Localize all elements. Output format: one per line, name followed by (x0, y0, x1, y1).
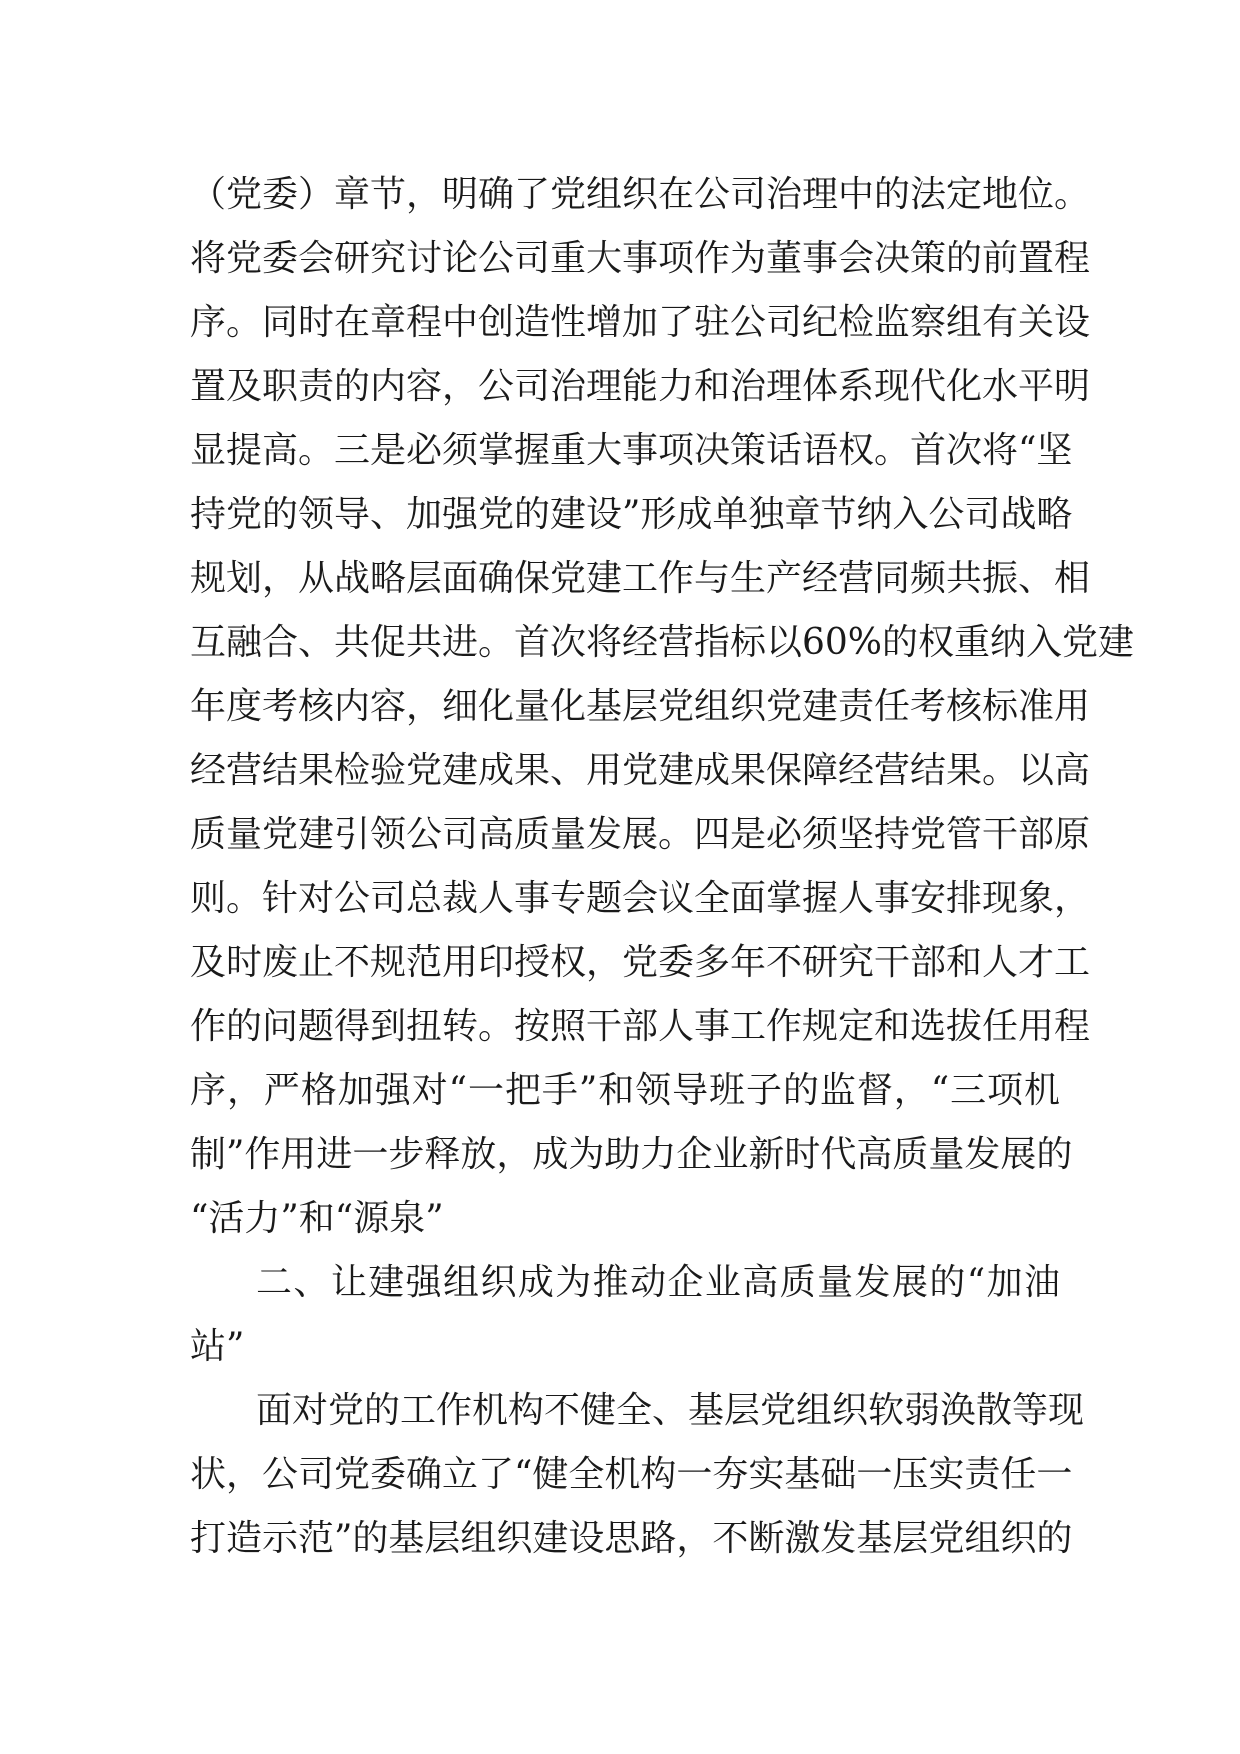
text-line: 年度考核内容，细化量化基层党组织党建责任考核标准用 (190, 686, 1091, 727)
text-line: 持党的领导、加强党的建设”形成单独章节纳入公司战略 (190, 494, 1073, 535)
text-line: （党委）章节，明确了党组织在公司治理中的法定地位。 (190, 174, 1091, 215)
text-line: 将党委会研究讨论公司重大事项作为董事会决策的前置程 (190, 238, 1091, 279)
text-line: 互融合、共促共进。首次将经营指标以60%的权重纳入党建 (190, 622, 1135, 663)
section-heading-line: 站” (190, 1326, 245, 1367)
text-line: 作的问题得到扭转。按照干部人事工作规定和选拔任用程 (190, 1006, 1091, 1047)
text-line: 面对党的工作机构不健全、基层党组织软弱涣散等现 (256, 1390, 1085, 1431)
text-line: 序。同时在章程中创造性增加了驻公司纪检监察组有关设 (190, 302, 1091, 343)
text-line: 质量党建引领公司高质量发展。四是必须坚持党管干部原 (190, 814, 1091, 855)
text-line: 则。针对公司总裁人事专题会议全面掌握人事安排现象， (190, 878, 1091, 919)
text-line: 序，严格加强对“一把手”和领导班子的监督，“三项机 (190, 1070, 1060, 1111)
text-line: 经营结果检验党建成果、用党建成果保障经营结果。以高 (190, 750, 1091, 791)
text-line: 状，公司党委确立了“健全机构一夯实基础一压实责任一 (190, 1454, 1073, 1495)
text-line: 规划，从战略层面确保党建工作与生产经营同频共振、相 (190, 558, 1091, 599)
text-line: 打造示范”的基层组织建设思路，不断激发基层党组织的 (190, 1518, 1073, 1559)
text-line: 制”作用进一步释放，成为助力企业新时代高质量发展的 (190, 1134, 1073, 1175)
section-heading-line: 二、让建强组织成为推动企业高质量发展的“加油 (256, 1262, 1060, 1303)
text-line: “活力”和“源泉” (190, 1198, 444, 1239)
text-line: 显提高。三是必须掌握重大事项决策话语权。首次将“坚 (190, 430, 1073, 471)
text-line: 及时废止不规范用印授权，党委多年不研究干部和人才工 (190, 942, 1091, 983)
document-body (190, 163, 1135, 1571)
text-line: 置及职责的内容，公司治理能力和治理体系现代化水平明 (190, 366, 1091, 407)
